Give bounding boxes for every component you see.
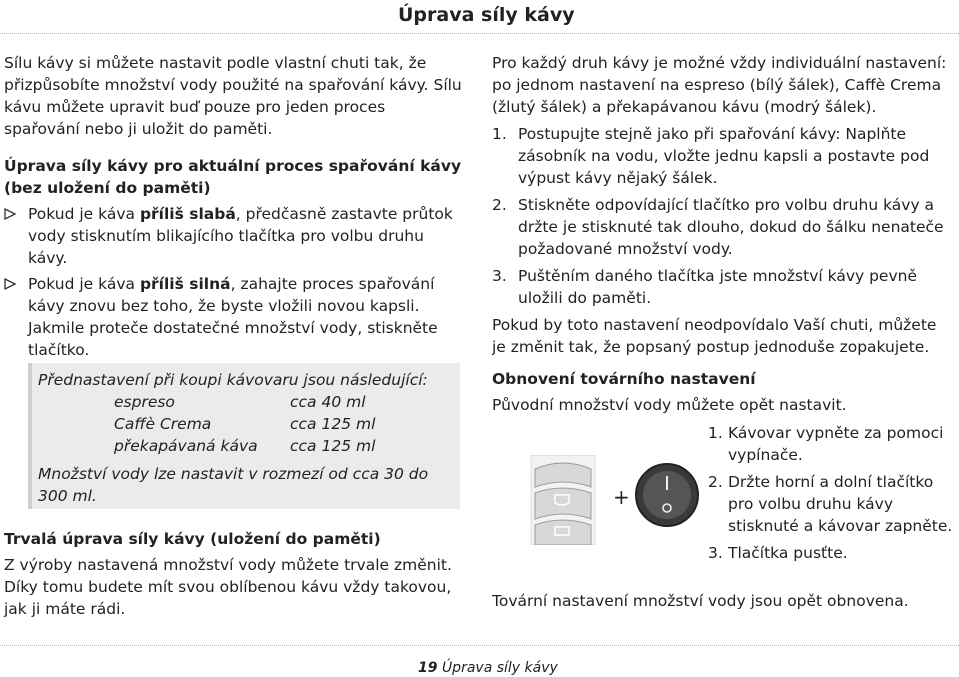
preset-row [38, 413, 460, 435]
footer-title: Úprava síly kávy [441, 660, 558, 676]
triangle-bullet-icon [4, 278, 16, 290]
preset-value: cca 125 ml [290, 415, 376, 433]
preset-info-box [28, 363, 460, 509]
left-column [4, 52, 464, 361]
bullet-text: Pokud je káva [28, 275, 140, 293]
reset-steps [708, 422, 954, 564]
bullet-emphasis: příliš slabá [139, 205, 236, 223]
preset-row [38, 435, 460, 457]
triangle-bullet-icon [4, 208, 16, 220]
step-number: 1. [492, 125, 507, 143]
preset-value: cca 125 ml [290, 437, 376, 455]
step-item [492, 194, 954, 260]
reset-step-item [708, 422, 954, 466]
preset-name: espreso [114, 393, 175, 411]
bottom-divider [0, 645, 959, 646]
reset-step-text: Tlačítka pusťte. [728, 544, 848, 562]
retry-paragraph: Pokud by toto nastavení neodpovídalo Vaší chuti, můžete je změnit tak, že popsaný postup jednoduše zopakujete. [492, 316, 937, 356]
bullet-text: Pokud je káva [28, 205, 140, 223]
reset-step-text: Držte horní a dolní tlačítko pro volbu druhu kávy stisknuté a kávovar zapněte. [728, 473, 953, 535]
preset-heading: Přednastavení při koupi kávovaru jsou následující: [38, 371, 428, 389]
reset-step-number: 2. [708, 473, 723, 491]
right-intro: Pro každý druh kávy je možné vždy individuální nastavení: po jednom nastavení na espreso (bílý šálek), Caffè Crema (žlutý šálek) a překapávanou kávu (modrý šálek). [492, 54, 947, 116]
intro-paragraph: Sílu kávy si můžete nastavit podle vlastní chuti tak, že přizpůsobíte množství vody použité na spařování kávy. Sílu kávu můžete upravit buď pouze pro jeden proces spařování nebo ji uložit do paměti. [4, 54, 462, 138]
reset-step-item [708, 542, 954, 564]
page-title: Úprava síly kávy [398, 4, 575, 26]
left-bottom-section [4, 528, 464, 620]
power-switch-illustration [634, 462, 700, 528]
plus-sign: + [613, 485, 630, 509]
reset-step-number: 1. [708, 424, 723, 442]
reset-step-text: Kávovar vypněte za pomoci vypínače. [728, 424, 944, 464]
reset-step-item [708, 471, 954, 537]
step-number: 3. [492, 267, 507, 285]
section-heading-current: Úprava síly kávy pro aktuální proces spařování kávy (bez uložení do paměti) [4, 157, 462, 197]
page-footer [418, 660, 558, 676]
step-text: Postupujte stejně jako při spařování kávy: Naplňte zásobník na vodu, vložte jednu kapsli a postavte pod výpust kávy nějaký šálek. [518, 125, 930, 187]
bullet-strong [4, 273, 464, 361]
right-column [492, 52, 954, 416]
step-item [492, 123, 954, 189]
step-text: Stiskněte odpovídající tlačítko pro volbu druhu kávy a držte je stisknuté tak dlouho, dokud do šálku nenateče požadované množství vody. [518, 196, 944, 258]
power-button-icon [634, 462, 700, 528]
reset-intro: Původní množství vody můžete opět nastavit. [492, 396, 847, 414]
bullet-emphasis: příliš silná [139, 275, 231, 293]
step-number: 2. [492, 196, 507, 214]
preset-name: překapávaná káva [114, 437, 258, 455]
preset-row [38, 391, 460, 413]
permanent-paragraph: Z výroby nastavená množství vody můžete trvale změnit. Díky tomu budete mít svou oblíbenou kávu vždy takovou, jak ji máte rádi. [4, 556, 452, 618]
bullet-text: , předčasně zastavte průtok vody stisknutím blikajícího tlačítka pro volbu druhu kávy. [28, 205, 453, 267]
section-heading-permanent: Trvalá úprava síly kávy (uložení do paměti) [4, 530, 381, 548]
top-divider [0, 33, 959, 34]
page-number: 19 [418, 660, 438, 676]
step-item [492, 265, 954, 309]
reset-step-number: 3. [708, 544, 723, 562]
section-heading-reset: Obnovení továrního nastavení [492, 370, 756, 388]
preset-value: cca 40 ml [290, 393, 366, 411]
preset-name: Caffè Crema [114, 415, 212, 433]
preset-note: Množství vody lze nastavit v rozmezí od cca 30 do 300 ml. [38, 465, 429, 505]
bullet-weak [4, 203, 464, 269]
step-text: Puštěním daného tlačítka jste množství kávy pevně uložili do paměti. [518, 267, 917, 307]
bullet-text: , zahajte proces spařování kávy znovu bez toho, že byste vložili novou kapsli. Jakmile proteče dostatečné množství vody, stiskněte tlačítko. [28, 275, 438, 359]
reset-closing: Tovární nastavení množství vody jsou opět obnovena. [492, 592, 909, 610]
